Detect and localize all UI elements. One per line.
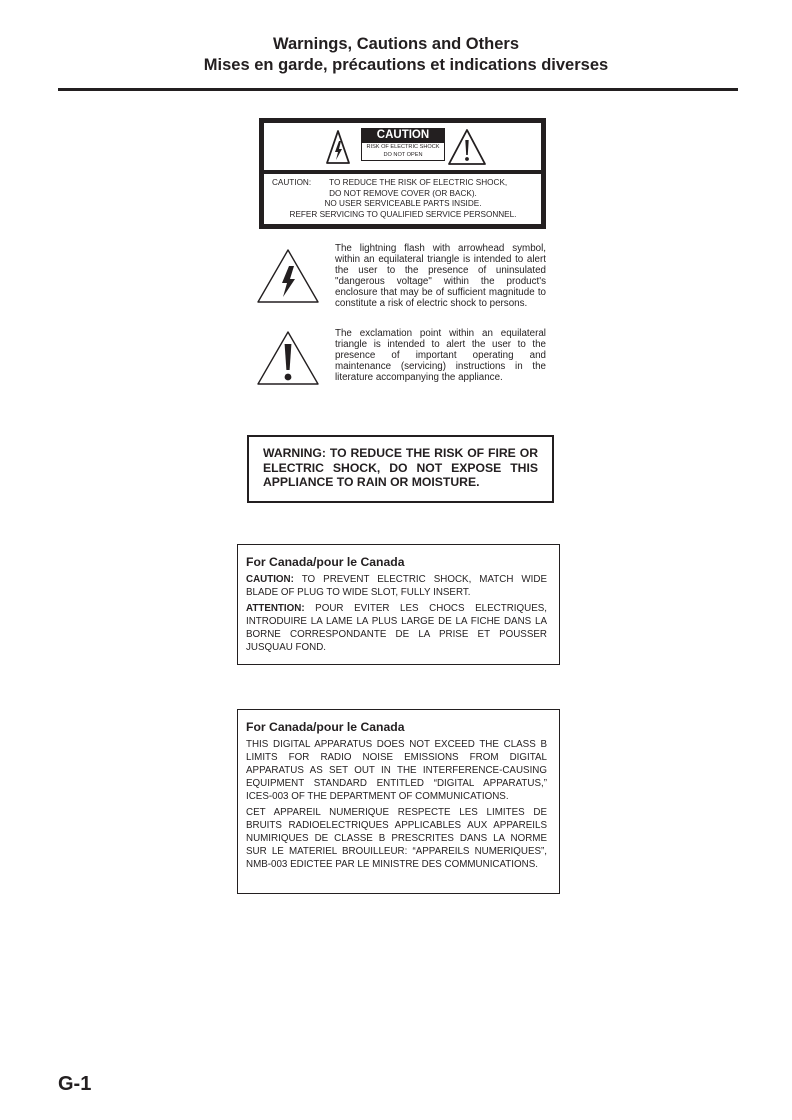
page-header xyxy=(0,34,792,76)
canada-plug-attention xyxy=(246,602,547,654)
canada-plug-caution-label: CAUTION: xyxy=(246,574,294,585)
canada-plug-title: For Canada/pour le Canada xyxy=(246,555,405,569)
caution-line-4: REFER SERVICING TO QUALIFIED SERVICE PERSONNEL. xyxy=(289,209,517,219)
page-title-en: Warnings, Cautions and Others xyxy=(273,35,519,53)
canada-digital-title: For Canada/pour le Canada xyxy=(246,720,405,734)
exclamation-symbol-description: The exclamation point within an equilateral triangle is intended to alert the user to the presence of important operating and maintenance (servicing) instructions in the literature accompanying the appliance. xyxy=(335,328,546,383)
page-number: G-1 xyxy=(58,1073,92,1095)
canada-digital-notice xyxy=(237,709,560,894)
caution-label xyxy=(361,128,445,161)
caution-line-1: CAUTION: TO REDUCE THE RISK OF ELECTRIC SHOCK, xyxy=(272,178,508,187)
caution-line-2: DO NOT REMOVE COVER (OR BACK). xyxy=(329,188,477,198)
exclamation-triangle-icon xyxy=(447,128,487,166)
lightning-bolt-triangle-icon xyxy=(325,129,351,165)
canada-plug-attention-label: ATTENTION: xyxy=(246,603,305,614)
caution-label-heading: CAUTION xyxy=(361,128,445,143)
warning-box xyxy=(247,435,554,503)
header-rule xyxy=(58,88,738,91)
canada-plug-caution-text: TO PREVENT ELECTRIC SHOCK, MATCH WIDE BLADE OF PLUG TO WIDE SLOT, FULLY INSERT. xyxy=(246,574,547,598)
canada-digital-en: THIS DIGITAL APPARATUS DOES NOT EXCEED THE CLASS B LIMITS FOR RADIO NOISE EMISSIONS FROM DIGITAL APPARATUS AS SET OUT IN THE INTERFERENCE-CAUSING EQUIPMENT STANDARD ENTITLED “DIGITAL APPARATUS,” ICES-003 OF THE DEPARTMENT OF COMMUNICATIONS. xyxy=(246,739,547,802)
canada-digital-fr: CET APPAREIL NUMERIQUE RESPECTE LES LIMITES DE BRUITS RADIOELECTRIQUES APPLICABLES AUX APPAREILS NUMIRIQUES DE CLASSE B PRESCRITES DANS LA NORME SUR LE MATERIEL BROUILLEUR: “APPAREILS NUMERIQUES”, NMB-003 EDICTEE PAR LE MINISTRE DES COMMUNICATIONS. xyxy=(246,807,547,870)
caution-label-box xyxy=(259,118,546,229)
caution-label-top xyxy=(264,123,541,174)
warning-text: WARNING: TO REDUCE THE RISK OF FIRE OR ELECTRIC SHOCK, DO NOT EXPOSE THIS APPLIANCE TO RAIN OR MOISTURE. xyxy=(263,446,538,489)
caution-label-sub-line1: RISK OF ELECTRIC SHOCK xyxy=(366,144,440,150)
lightning-symbol-description: The lightning flash with arrowhead symbol, within an equilateral triangle is intended to alert the user to the presence of uninsulated "dangerous voltage" within the product's enclosure that may be of sufficient magnitude to constitute a risk of electric shock to persons. xyxy=(335,243,546,309)
exclamation-triangle-icon xyxy=(256,330,320,386)
caution-label-sub-line2: DO NOT OPEN xyxy=(383,152,423,158)
page-title-fr: Mises en garde, précautions et indications diverses xyxy=(203,56,609,74)
lightning-bolt-triangle-icon xyxy=(256,248,320,304)
caution-label-sub xyxy=(361,143,445,161)
canada-plug-notice xyxy=(237,544,560,665)
canada-plug-attention-text: POUR EVITER LES CHOCS ELECTRIQUES, INTRODUIRE LA LAME LA PLUS LARGE DE LA FICHE DANS LA BORNE CORRESPONDANTE DE LA PRISE ET POUSSER JUSQUAU FOND. xyxy=(246,603,547,653)
caution-line-3: NO USER SERVICEABLE PARTS INSIDE. xyxy=(324,199,482,208)
caution-instructions xyxy=(272,178,534,220)
canada-plug-caution xyxy=(246,573,547,599)
